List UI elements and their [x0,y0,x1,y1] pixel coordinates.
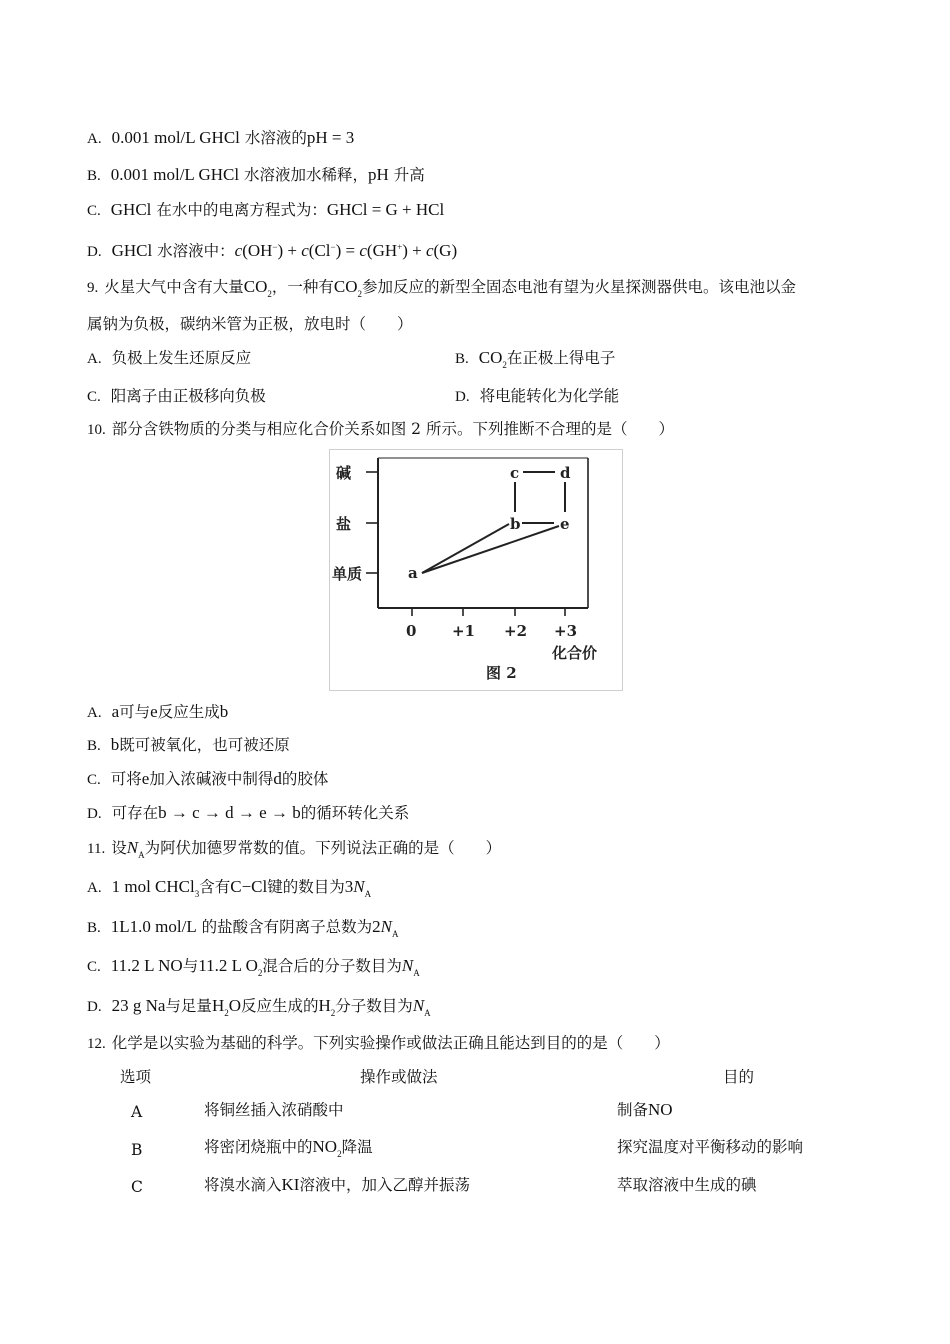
row-c-operation: 将溴水滴入KI溶液中，加入乙醇并振荡 [204,1175,470,1194]
q10-option-b: B. b既可被氧化，也可被还原 [87,735,290,754]
x-label-0: 0 [406,622,417,640]
row-a-goal: 制备NO [617,1100,673,1119]
point-b: b [510,515,521,533]
x-label-1: +1 [452,622,476,640]
q9-option-b: B. $CO_2$在正极上得电子 [455,348,616,370]
q11-stem: 11. 设$N_A$为阿伏加德罗常数的值。下列说法正确的是（ ） [87,838,502,860]
q11-option-c: C. 11.2 L NO与11.2 L $O_2$混合后的分子数目为$N_A$ [87,956,420,978]
y-label-element: 单质 [332,565,363,583]
point-c: c [510,464,520,482]
q11-option-d: D. 23 g Na与足量$H_2O$反应生成的$H_2$分子数目为$N_A$ [87,996,431,1018]
x-label-3: +3 [554,622,578,640]
iron-valence-diagram [330,450,622,690]
table-header-goal: 目的 [723,1068,755,1086]
row-c-option: C [131,1178,143,1196]
figure-caption: 图 2 [486,664,517,682]
q10-option-a: A. a可与e反应生成b [87,702,229,721]
line-a-e [422,526,559,573]
table-header-option: 选项 [120,1068,152,1086]
q9-stem-line1: 9. 火星大气中含有大量$CO_2$，一种有$CO_2$参加反应的新型全固态电池有望为火星探测器供电。该电池以金 [87,277,797,299]
point-a: a [408,564,418,582]
q11-option-a: A. 1 mol CHCl$_3$含有C−Cl键的数目为$3N_A$ [87,877,372,899]
q8-option-a: A. 0.001 mol/L GHCl 水溶液的pH = 3 [87,128,355,147]
x-axis-title: 化合价 [552,644,598,662]
row-a-option: A [131,1103,143,1121]
q10-stem: 10. 部分含铁物质的分类与相应化合价关系如图 2 所示。下列推断不合理的是（ ） [87,420,674,438]
iron-valence-figure [329,449,623,691]
row-b-option: B [131,1141,143,1159]
y-label-salt: 盐 [336,515,352,533]
row-b-operation: 将密闭烧瓶中的$NO_2$降温 [204,1137,373,1159]
y-label-base: 碱 [336,464,352,482]
q12-stem: 12. 化学是以实验为基础的科学。下列实验操作或做法正确且能达到目的的是（ ） [87,1034,670,1052]
q10-option-c: C. 可将e加入浓碱液中制得d的胶体 [87,769,329,788]
q9-stem-line2: 属钠为负极，碳纳米管为正极，放电时（ ） [87,315,413,333]
row-a-operation: 将铜丝插入浓硝酸中 [204,1101,344,1119]
q8-option-d: D. GHCl 水溶液中：c(OH−) + c(Cl−) = c(GH+) + c(G) [87,241,458,260]
table-header-operation: 操作或做法 [360,1068,438,1086]
q8-option-c: C. GHCl 在水中的电离方程式为：GHCl = G + HCl [87,200,445,219]
point-d: d [560,464,571,482]
q9-option-a: A. 负极上发生还原反应 [87,349,252,367]
q8-option-b: B. 0.001 mol/L GHCl 水溶液加水稀释，pH 升高 [87,165,425,184]
row-c-goal: 萃取溶液中生成的碘 [617,1176,757,1194]
q11-option-b: B. 1L1.0 mol/L 的盐酸含有阴离子总数为$2N_A$ [87,917,399,939]
q10-option-d: D. 可存在b → c → d → e → b的循环转化关系 [87,803,410,822]
q9-option-c: C. 阳离子由正极移向负极 [87,387,266,405]
row-b-goal: 探究温度对平衡移动的影响 [617,1138,804,1156]
q9-option-d: D. 将电能转化为化学能 [455,387,620,405]
point-e: e [560,515,570,533]
x-label-2: +2 [504,622,528,640]
